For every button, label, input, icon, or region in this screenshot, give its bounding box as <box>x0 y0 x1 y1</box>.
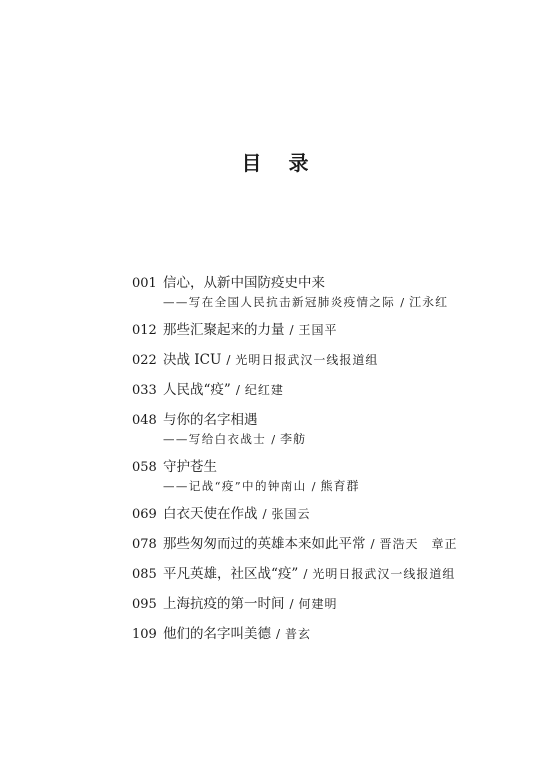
toc-author: 光明日报武汉一线报道组 <box>235 353 379 367</box>
toc-entry[interactable]: 012 那些汇聚起来的力量 / 王国平 <box>132 320 492 340</box>
toc-page-number: 085 <box>132 567 157 582</box>
toc-page-number: 012 <box>132 323 157 338</box>
toc-entry[interactable]: 048 与你的名字相遇 ——写给白衣战士 / 李舫 <box>132 412 307 446</box>
page-title: 目 录 <box>241 151 319 175</box>
toc-title: 与你的名字相遇 <box>163 412 258 428</box>
toc-title: 那些汇聚起来的力量 <box>163 322 285 338</box>
toc-entry[interactable]: 069 白衣天使在作战 / 张国云 <box>132 504 492 524</box>
toc-author: 江永红 <box>409 295 449 309</box>
toc-page-number: 078 <box>132 537 157 552</box>
toc-page-number: 048 <box>132 413 157 428</box>
toc-author: 张国云 <box>271 507 311 521</box>
toc-author: 纪红建 <box>244 383 284 397</box>
toc-author: 李舫 <box>280 432 307 446</box>
toc-author: 王国平 <box>298 323 338 337</box>
toc-title: 白衣天使在作战 <box>163 506 258 522</box>
toc-page-number: 001 <box>132 276 157 291</box>
toc-entry[interactable]: 095 上海抗疫的第一时间 / 何建明 <box>132 594 492 614</box>
toc-author: 普玄 <box>285 627 312 641</box>
toc-author: 何建明 <box>298 597 338 611</box>
toc-title: 上海抗疫的第一时间 <box>163 596 285 612</box>
toc-entry[interactable]: 033 人民战“疫” / 纪红建 <box>132 380 492 400</box>
toc-title: 信心，从新中国防疫史中来 <box>163 275 325 291</box>
toc-title: 守护苍生 <box>163 459 217 475</box>
toc-entry[interactable]: 022 决战 ICU / 光明日报武汉一线报道组 <box>132 350 492 370</box>
toc-page-number: 109 <box>132 627 157 642</box>
table-of-contents <box>132 273 492 654</box>
toc-page-number: 058 <box>132 460 157 475</box>
toc-entry[interactable]: 085 平凡英雄，社区战“疫” / 光明日报武汉一线报道组 <box>132 564 492 584</box>
toc-title: 平凡英雄，社区战“疫” <box>163 566 299 582</box>
toc-entry[interactable]: 109 他们的名字叫美德 / 普玄 <box>132 624 492 644</box>
toc-subtitle: ——写在全国人民抗击新冠肺炎疫情之际 <box>163 295 396 309</box>
toc-entry[interactable]: 001 信心，从新中国防疫史中来 ——写在全国人民抗击新冠肺炎疫情之际 / 江永红 <box>132 275 449 309</box>
toc-page-number: 022 <box>132 353 157 368</box>
toc-title: 人民战“疫” <box>163 382 231 398</box>
toc-title: 决战 ICU <box>163 352 222 368</box>
toc-author: 熊育群 <box>320 479 360 493</box>
toc-page-number: 095 <box>132 597 157 612</box>
toc-entry[interactable]: 058 守护苍生 ——记战“疫”中的钟南山 / 熊育群 <box>132 459 360 493</box>
toc-author: 光明日报武汉一线报道组 <box>312 567 456 581</box>
toc-entry[interactable]: 078 那些匆匆而过的英雄本来如此平常 / 晋浩天 章正 <box>132 534 492 554</box>
toc-title: 他们的名字叫美德 <box>163 626 271 642</box>
toc-subtitle: ——记战“疫”中的钟南山 <box>163 479 307 493</box>
toc-title: 那些匆匆而过的英雄本来如此平常 <box>163 536 366 552</box>
toc-page-number: 033 <box>132 383 157 398</box>
toc-author: 晋浩天 章正 <box>379 537 458 551</box>
toc-page-number: 069 <box>132 507 157 522</box>
toc-subtitle: ——写给白衣战士 <box>163 432 267 446</box>
